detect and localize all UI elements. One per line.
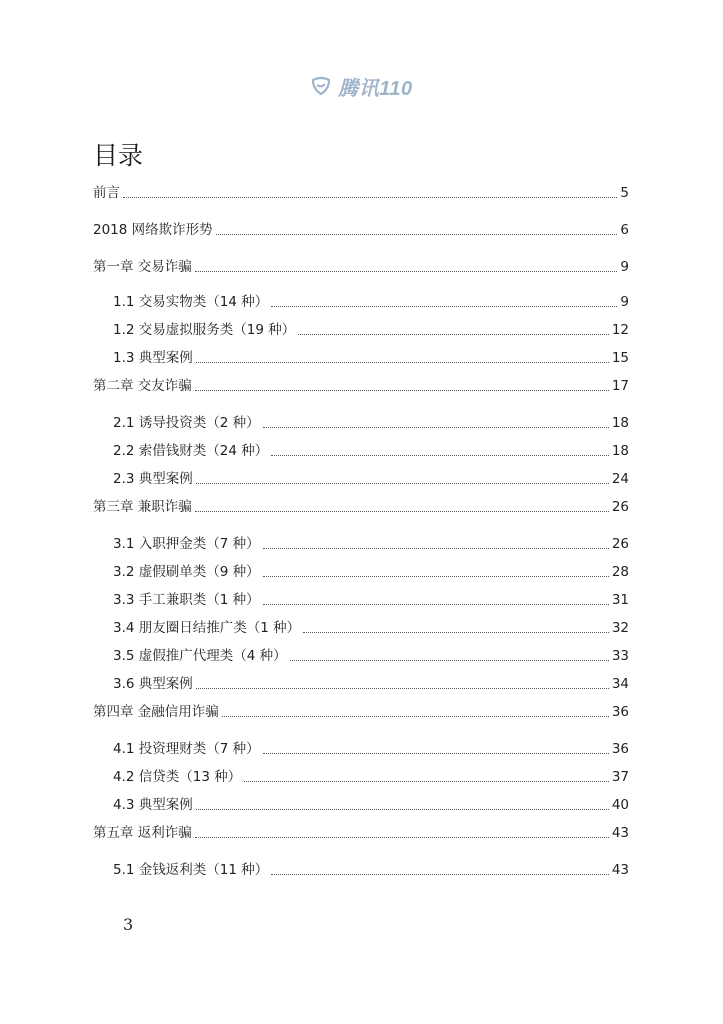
toc-dot-leader [244, 781, 609, 782]
toc-entry[interactable] [113, 739, 629, 759]
toc-entry-label: 第五章 返利诈骗 [93, 825, 192, 841]
toc-entry-page: 9 [620, 294, 629, 310]
toc-entry-label: 2.3 典型案例 [113, 471, 193, 487]
toc-entry-page: 17 [611, 378, 629, 394]
toc-entry-label: 第三章 兼职诈骗 [93, 499, 192, 515]
toc-dot-leader [271, 874, 609, 875]
toc-dot-leader [196, 362, 609, 363]
toc-entry-label: 4.2 信贷类（13 种） [113, 769, 242, 785]
toc-entry-page: 26 [611, 536, 629, 552]
toc-entry-label: 3.3 手工兼职类（1 种） [113, 592, 260, 608]
toc-entry-page: 32 [611, 620, 629, 636]
toc-entry-label: 4.3 典型案例 [113, 797, 193, 813]
toc-entry-page: 40 [611, 797, 629, 813]
shield-logo-icon [310, 76, 332, 96]
toc-entry-label: 1.2 交易虚拟服务类（19 种） [113, 322, 296, 338]
toc-entry[interactable] [113, 860, 629, 880]
toc-entry-label: 4.1 投资理财类（7 种） [113, 741, 260, 757]
toc-entry[interactable] [93, 823, 629, 843]
toc-entry[interactable] [113, 767, 629, 787]
toc-entry-label: 第二章 交友诈骗 [93, 378, 192, 394]
toc-entry-page: 12 [611, 322, 629, 338]
toc-dot-leader [263, 604, 609, 605]
toc-entry[interactable] [113, 618, 629, 638]
toc-dot-leader [195, 511, 609, 512]
toc-entry-page: 9 [620, 259, 629, 275]
toc-entry-page: 15 [611, 350, 629, 366]
toc-entry-page: 18 [611, 415, 629, 431]
toc-dot-leader [290, 660, 609, 661]
toc-entry-page: 28 [611, 564, 629, 580]
toc-entry-label: 2018 网络欺诈形势 [93, 222, 213, 238]
toc-dot-leader [216, 234, 618, 235]
toc-entry-page: 26 [611, 499, 629, 515]
toc-dot-leader [195, 271, 618, 272]
toc-dot-leader [263, 427, 609, 428]
toc-entry-page: 43 [611, 825, 629, 841]
toc-entry[interactable] [93, 183, 629, 203]
toc-entry[interactable] [93, 257, 629, 277]
toc-entry[interactable] [113, 590, 629, 610]
toc-entry-page: 31 [611, 592, 629, 608]
toc-dot-leader [263, 753, 609, 754]
toc-dot-leader [196, 483, 609, 484]
page-number: 3 [123, 915, 134, 934]
toc-entry[interactable] [113, 674, 629, 694]
toc-entry-page: 33 [611, 648, 629, 664]
toc-entry[interactable] [113, 320, 629, 340]
brand-logo [0, 70, 723, 102]
toc-dot-leader [195, 837, 609, 838]
toc-entry-page: 36 [611, 741, 629, 757]
toc-entry-label: 第一章 交易诈骗 [93, 259, 192, 275]
toc-dot-leader [123, 197, 617, 198]
toc-entry-label: 1.3 典型案例 [113, 350, 193, 366]
toc-entry-label: 5.1 金钱返利类（11 种） [113, 862, 269, 878]
toc-entry-label: 3.5 虚假推广代理类（4 种） [113, 648, 287, 664]
toc-entry[interactable] [113, 469, 629, 489]
toc-dot-leader [303, 632, 609, 633]
brand-logo-text: 腾讯110 [338, 77, 413, 100]
toc-entry[interactable] [93, 702, 629, 722]
toc-entry-page: 18 [611, 443, 629, 459]
toc-entry-page: 37 [611, 769, 629, 785]
toc-entry-label: 3.6 典型案例 [113, 676, 193, 692]
toc-entry-page: 43 [611, 862, 629, 878]
toc-entry-label: 3.4 朋友圈日结推广类（1 种） [113, 620, 301, 636]
toc-dot-leader [298, 334, 609, 335]
toc-dot-leader [271, 306, 617, 307]
toc-entry-label: 前言 [93, 185, 120, 201]
toc-entry[interactable] [93, 220, 629, 240]
toc-entry-page: 24 [611, 471, 629, 487]
toc-dot-leader [263, 548, 609, 549]
toc-entry[interactable] [113, 562, 629, 582]
toc-entry[interactable] [93, 497, 629, 517]
toc-entry-page: 34 [611, 676, 629, 692]
toc-entry-label: 2.2 索借钱财类（24 种） [113, 443, 269, 459]
toc-entry-page: 6 [620, 222, 629, 238]
toc-entry[interactable] [113, 534, 629, 554]
toc-entry-page: 36 [611, 704, 629, 720]
toc-entry-label: 3.1 入职押金类（7 种） [113, 536, 260, 552]
toc-entry[interactable] [113, 795, 629, 815]
toc-dot-leader [196, 688, 609, 689]
toc-entry[interactable] [113, 413, 629, 433]
toc-entry[interactable] [113, 292, 629, 312]
toc-dot-leader [271, 455, 609, 456]
toc-entry-label: 第四章 金融信用诈骗 [93, 704, 219, 720]
toc-dot-leader [222, 716, 609, 717]
toc-title: 目录 [93, 141, 144, 170]
toc-dot-leader [196, 809, 609, 810]
toc-entry-label: 1.1 交易实物类（14 种） [113, 294, 269, 310]
toc-entry-page: 5 [620, 185, 629, 201]
toc-dot-leader [263, 576, 609, 577]
toc-dot-leader [195, 390, 609, 391]
toc-entry-label: 2.1 诱导投资类（2 种） [113, 415, 260, 431]
toc-entry[interactable] [113, 348, 629, 368]
toc-entry-label: 3.2 虚假刷单类（9 种） [113, 564, 260, 580]
toc-entry[interactable] [113, 646, 629, 666]
toc-entry[interactable] [113, 441, 629, 461]
toc-entry[interactable] [93, 376, 629, 396]
